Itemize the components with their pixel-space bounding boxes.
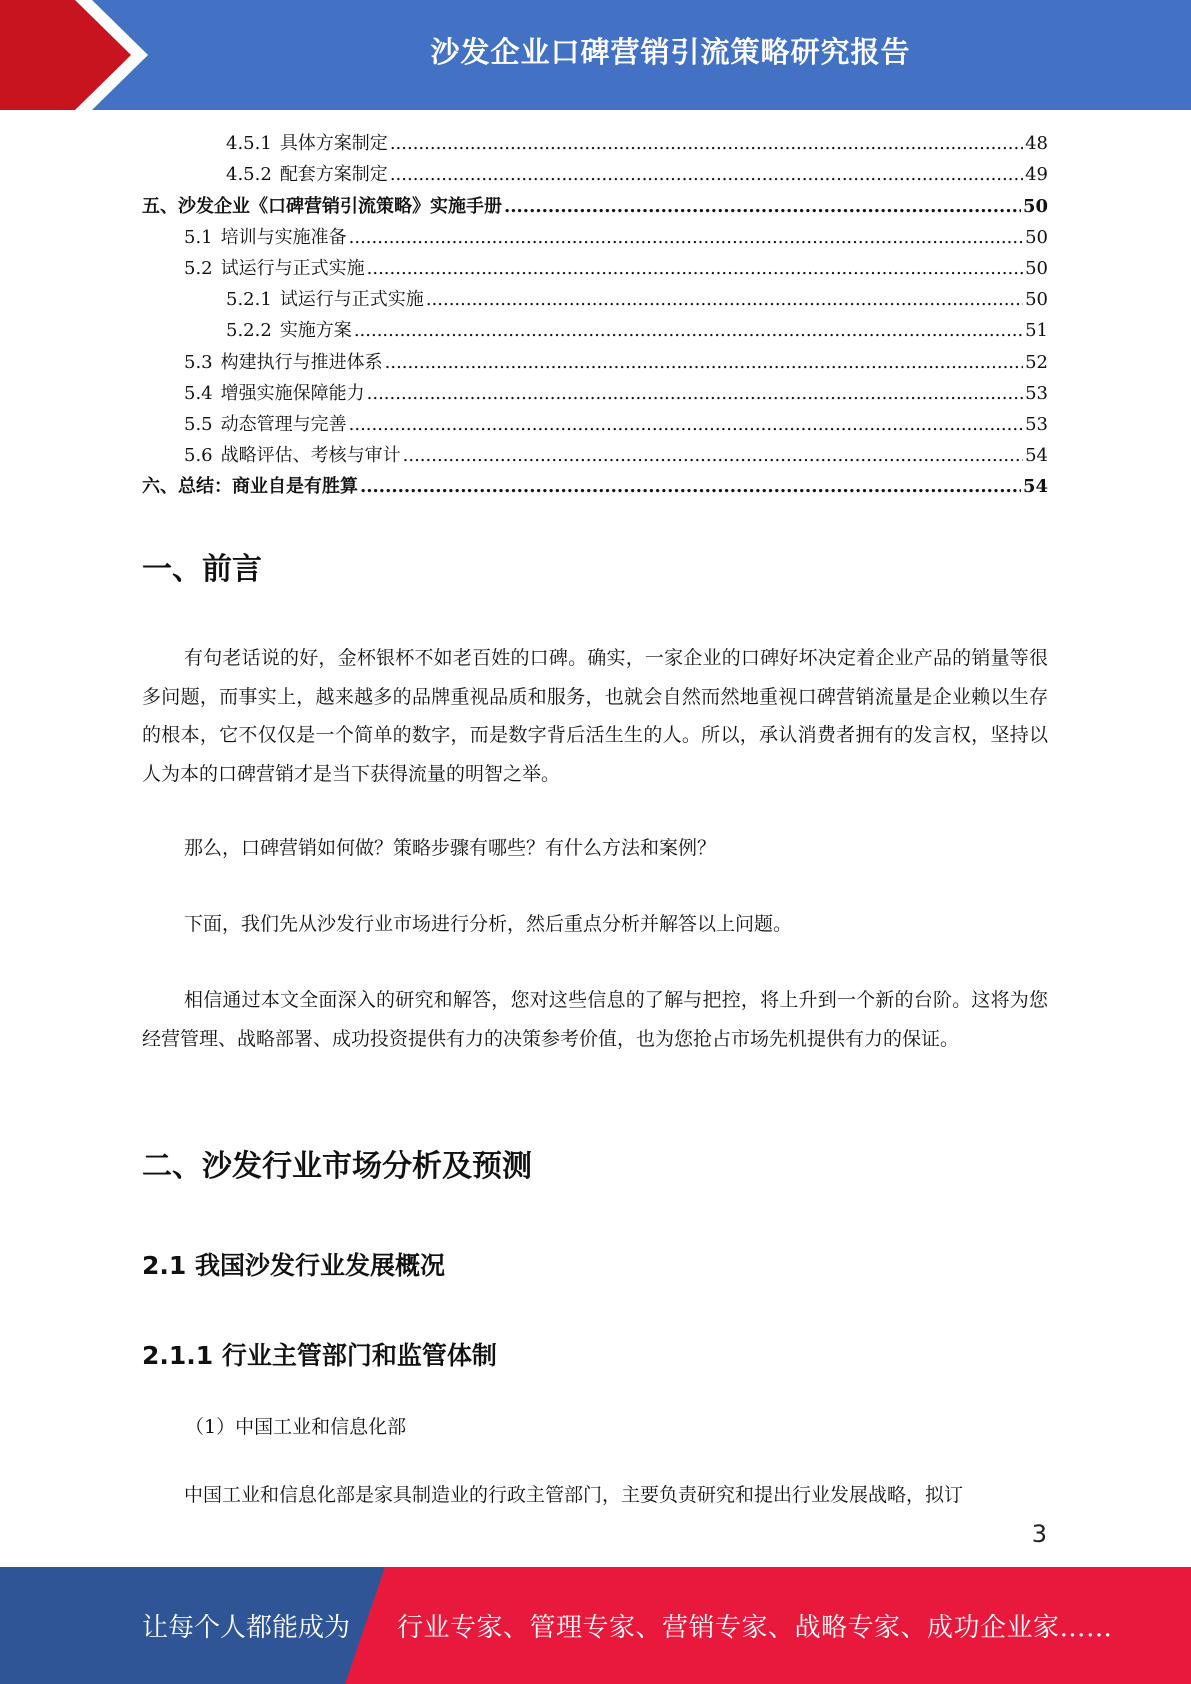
table-of-contents [142, 128, 1048, 502]
toc-entry-page: 53 [1025, 413, 1048, 435]
paragraph-preface-3: 下面，我们先从沙发行业市场进行分析，然后重点分析并解答以上问题。 [184, 913, 793, 935]
header-title: 沙发企业口碑营销引流策略研究报告 [430, 34, 911, 69]
toc-leader-dots [354, 315, 1023, 346]
toc-entry-title: 五、沙发企业《口碑营销引流策略》实施手册 [142, 195, 502, 217]
toc-entry-number: 5.2 [184, 257, 213, 279]
toc-leader-dots [504, 191, 1021, 222]
toc-entry-number: 5.5 [184, 413, 213, 435]
footer-slogan-left: 让每个人都能成为 [142, 1613, 351, 1643]
header-arrow-icon [0, 0, 160, 110]
toc-entry[interactable] [142, 471, 1048, 502]
toc-entry-title: 六、总结：商业自是有胜算 [142, 476, 358, 498]
toc-entry[interactable] [142, 346, 1048, 377]
toc-entry-page: 54 [1025, 445, 1048, 467]
toc-leader-dots [403, 440, 1023, 471]
subsection-heading-2-1: 2.1 我国沙发行业发展概况 [142, 1251, 445, 1280]
toc-entry-number: 5.4 [184, 382, 213, 404]
toc-leader-dots [367, 378, 1023, 409]
toc-entry-title: 培训与实施准备 [220, 226, 347, 248]
toc-entry-title: 构建执行与推进体系 [220, 351, 383, 373]
section-heading-market: 二、沙发行业市场分析及预测 [142, 1149, 532, 1184]
toc-entry-number: 5.2.1 [226, 289, 272, 311]
toc-entry[interactable] [142, 222, 1048, 253]
footer-slogan-right: 行业专家、管理专家、营销专家、战略专家、成功企业家…… [397, 1613, 1113, 1643]
toc-entry-page: 52 [1025, 351, 1048, 373]
toc-entry[interactable] [142, 128, 1048, 159]
toc-leader-dots [349, 222, 1023, 253]
toc-entry-number: 5.3 [184, 351, 213, 373]
toc-entry-page: 51 [1025, 320, 1048, 342]
section-heading-preface: 一、前言 [142, 552, 262, 587]
toc-entry[interactable] [142, 315, 1048, 346]
subsection-heading-2-1-1: 2.1.1 行业主管部门和监管体制 [142, 1341, 497, 1370]
page-footer [0, 1567, 1191, 1684]
toc-entry-page: 50 [1025, 289, 1048, 311]
toc-leader-dots [390, 159, 1023, 190]
toc-leader-dots [349, 409, 1023, 440]
toc-entry-page: 50 [1025, 226, 1048, 248]
toc-entry-title: 试运行与正式实施 [220, 257, 365, 279]
toc-entry-title: 配套方案制定 [279, 164, 388, 186]
toc-entry-number: 4.5.2 [226, 164, 272, 186]
paragraph-preface-4: 相信通过本文全面深入的研究和解答，您对这些信息的了解与把控，将上升到一个新的台阶。这将为您经营管理、战略部署、成功投资提供有力的决策参考价值，也为您抢占市场先机提供有力的保证。 [142, 989, 1048, 1050]
toc-entry-number: 5.6 [184, 445, 213, 467]
toc-entry-title: 具体方案制定 [279, 133, 388, 155]
toc-entry-page: 54 [1022, 476, 1048, 498]
toc-entry-title: 试运行与正式实施 [279, 289, 424, 311]
toc-entry-number: 5.2.2 [226, 320, 272, 342]
page-header [0, 0, 1191, 110]
toc-leader-dots [367, 253, 1023, 284]
toc-entry[interactable] [142, 284, 1048, 315]
toc-entry[interactable] [142, 409, 1048, 440]
toc-leader-dots [390, 128, 1023, 159]
toc-entry[interactable] [142, 159, 1048, 190]
toc-entry[interactable] [142, 378, 1048, 409]
page-number: 3 [1031, 1520, 1047, 1548]
toc-entry[interactable] [142, 190, 1048, 221]
paragraph-preface-1: 有句老话说的好，金杯银杯不如老百姓的口碑。确实，一家企业的口碑好坏决定着企业产品的销量等很多问题，而事实上，越来越多的品牌重视品质和服务，也就会自然而然地重视口碑营销流量是企业赖以生存的根本，它不仅仅是一个简单的数字，而是数字背后活生生的人。所以，承认消费者拥有的发言权，坚持以人为本的口碑营销才是当下获得流量的明智之举。 [142, 647, 1048, 785]
toc-entry-number: 4.5.1 [226, 133, 272, 155]
toc-entry-title: 增强实施保障能力 [220, 382, 365, 404]
list-item-miit: （1）中国工业和信息化部 [185, 1416, 407, 1438]
toc-entry-page: 53 [1025, 382, 1048, 404]
toc-entry-page: 49 [1025, 164, 1048, 186]
toc-entry-page: 48 [1025, 133, 1048, 155]
toc-leader-dots [385, 347, 1023, 378]
paragraph-preface-2: 那么，口碑营销如何做？策略步骤有哪些？有什么方法和案例？ [184, 837, 717, 859]
toc-entry-title: 实施方案 [279, 320, 352, 342]
toc-entry-title: 动态管理与完善 [220, 413, 347, 435]
toc-leader-dots [426, 284, 1023, 315]
toc-entry[interactable] [142, 440, 1048, 471]
toc-leader-dots [360, 471, 1021, 502]
toc-entry-page: 50 [1025, 257, 1048, 279]
toc-entry-title: 战略评估、考核与审计 [220, 445, 401, 467]
toc-entry[interactable] [142, 253, 1048, 284]
toc-entry-page: 50 [1022, 195, 1048, 217]
paragraph-miit: 中国工业和信息化部是家具制造业的行政主管部门，主要负责研究和提出行业发展战略，拟订 [184, 1484, 964, 1506]
toc-entry-number: 5.1 [184, 226, 213, 248]
